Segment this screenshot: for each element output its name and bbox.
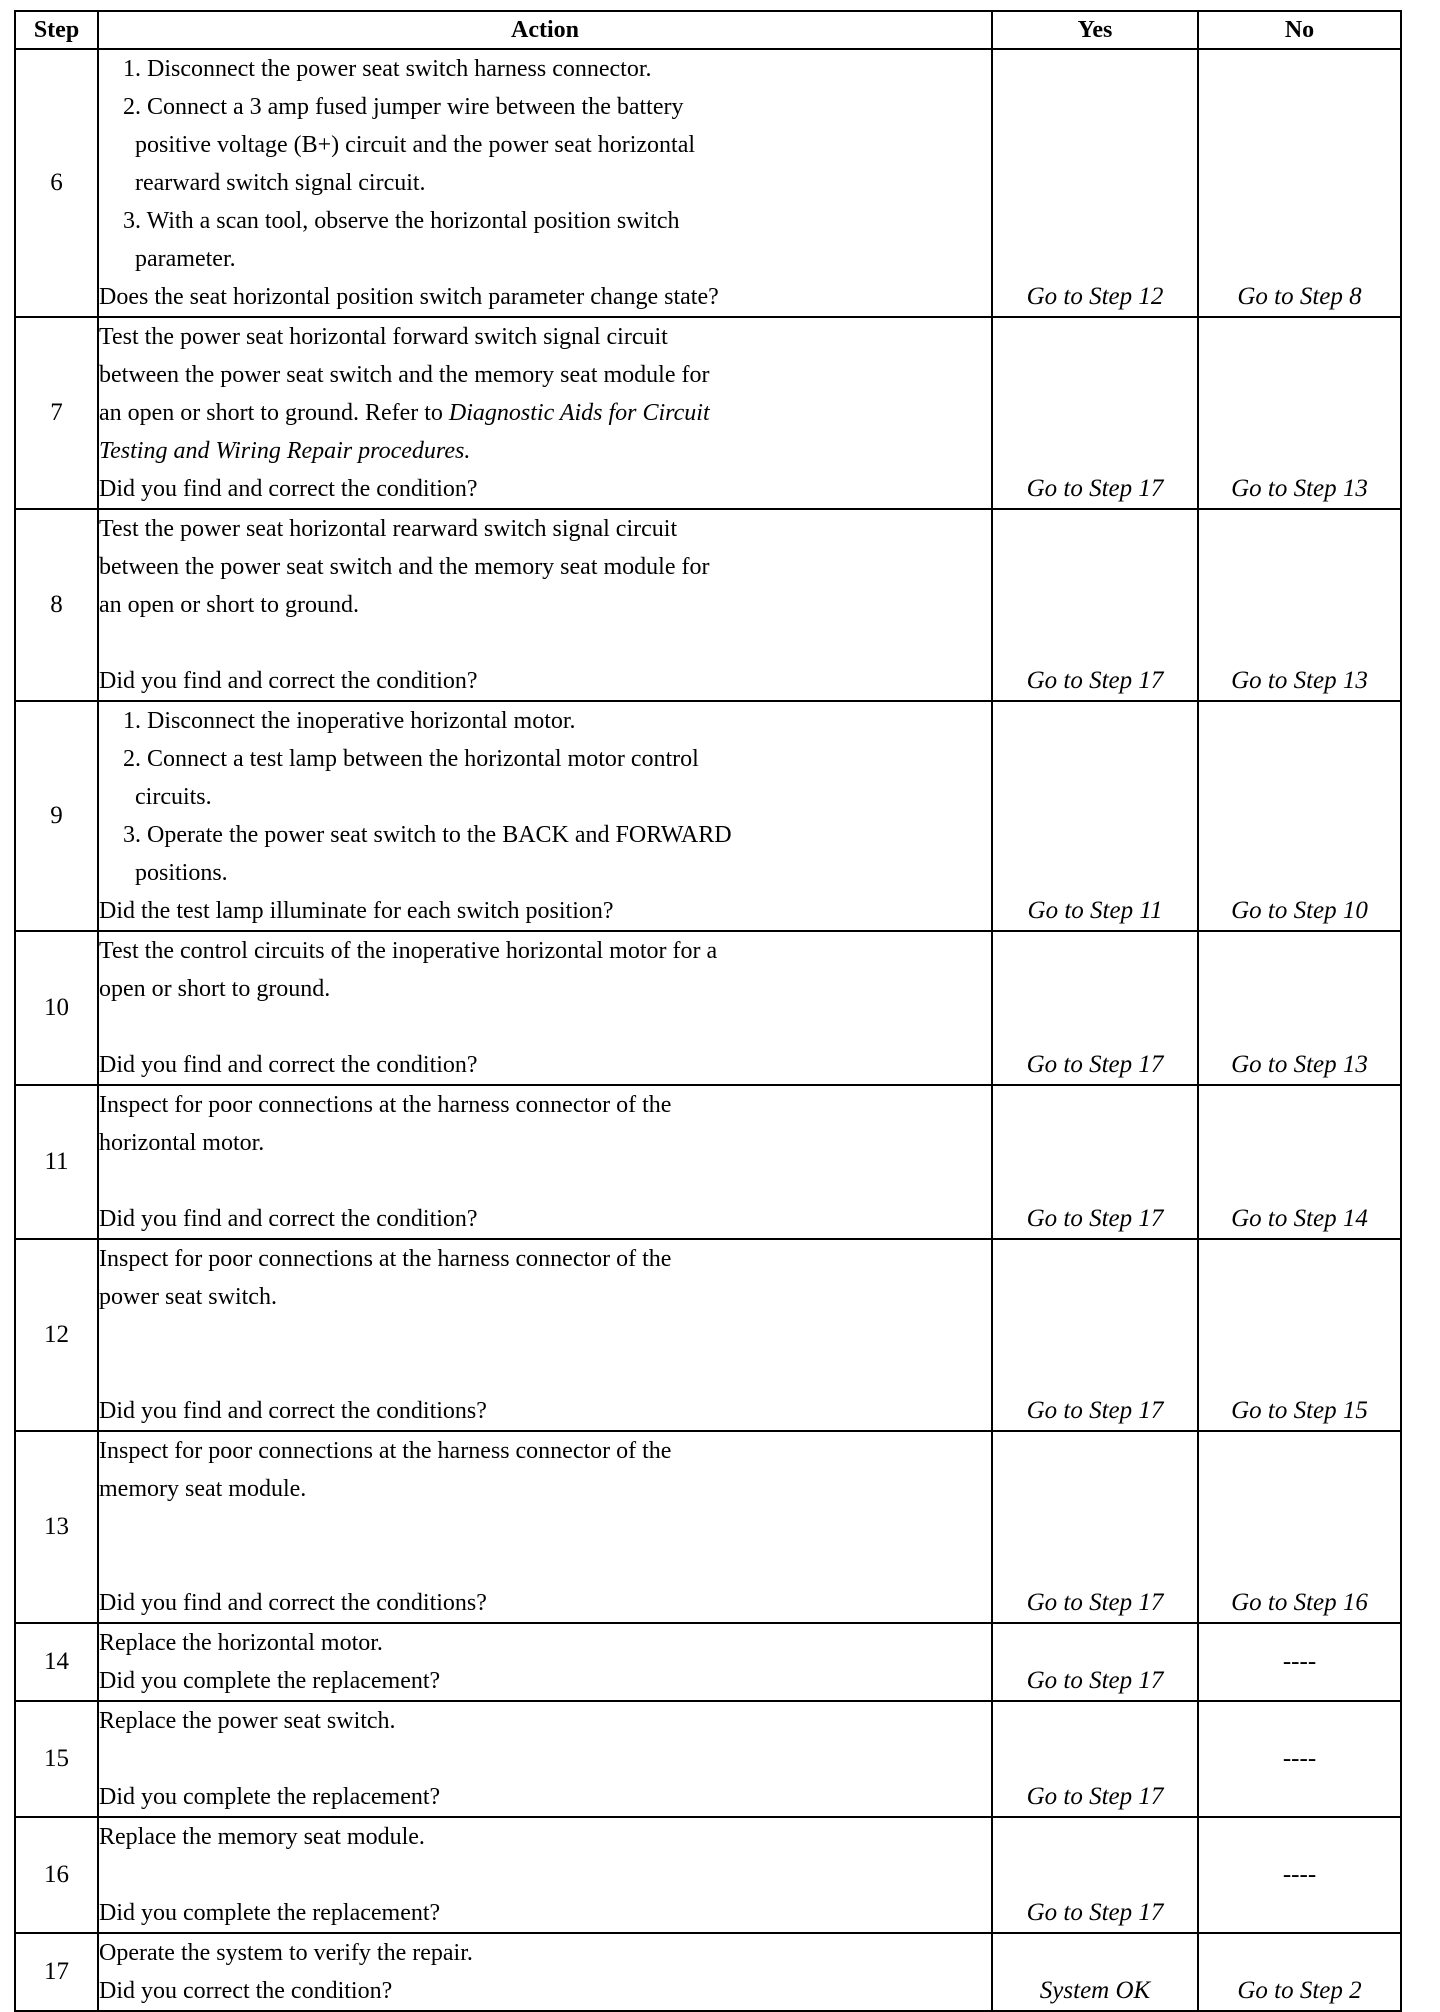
no-result: Go to Step 15 [1198,1239,1401,1431]
diagnostic-aids-reference: Diagnostic Aids for Circuit [448,400,710,426]
step-number: 12 [15,1239,98,1431]
spacer [99,1162,991,1200]
action-cell [98,1701,992,1817]
action-cell [98,1085,992,1239]
action-line: rearward switch signal circuit. [135,170,426,196]
no-result: Go to Step 8 [1198,49,1401,317]
table-row-step-14 [15,1623,1401,1701]
action-cell [98,701,992,931]
action-question: Does the seat horizontal position switch parameter change state? [99,284,719,310]
action-line: an open or short to ground. [99,592,359,618]
action-question: Did you find and correct the condition? [99,668,478,694]
table-row-step-17 [15,1933,1401,2011]
header-step: Step [15,11,98,49]
header-row [15,11,1401,49]
header-action: Action [98,11,992,49]
action-line: Inspect for poor connections at the harness connector of the [99,1092,672,1118]
step-number: 15 [15,1701,98,1817]
no-result: Go to Step 16 [1198,1431,1401,1623]
step-number: 8 [15,509,98,701]
no-result: Go to Step 13 [1198,317,1401,509]
action-cell [98,931,992,1085]
action-question: Did you find and correct the condition? [99,1206,478,1232]
spacer [99,1316,991,1354]
step-number: 14 [15,1623,98,1701]
yes-result: Go to Step 17 [992,1431,1198,1623]
action-line: Operate the system to verify the repair. [99,1940,473,1966]
action-line: memory seat module. [99,1476,307,1502]
no-result: ---- [1198,1701,1401,1817]
action-cell [98,49,992,317]
action-line: power seat switch. [99,1284,277,1310]
action-cell [98,1817,992,1933]
header-yes: Yes [992,11,1198,49]
action-line: parameter. [135,246,236,272]
yes-result: Go to Step 17 [992,1085,1198,1239]
action-line: horizontal motor. [99,1130,265,1156]
yes-result: Go to Step 11 [992,701,1198,931]
action-line: 3. Operate the power seat switch to the BACK and FORWARD [123,822,732,848]
yes-result: System OK [992,1933,1198,2011]
action-line: between the power seat switch and the memory seat module for [99,554,710,580]
action-cell [98,1239,992,1431]
yes-result: Go to Step 17 [992,1701,1198,1817]
step-number: 16 [15,1817,98,1933]
action-line [99,394,991,432]
action-line: 1. Disconnect the inoperative horizontal motor. [123,708,576,734]
action-line: Inspect for poor connections at the harness connector of the [99,1246,672,1272]
yes-result: Go to Step 12 [992,49,1198,317]
wiring-repair-reference: Testing and Wiring Repair procedures. [99,438,471,464]
no-result: ---- [1198,1623,1401,1701]
step-number: 10 [15,931,98,1085]
action-line: Test the power seat horizontal forward switch signal circuit [99,324,668,350]
spacer [99,1856,991,1894]
step-number: 11 [15,1085,98,1239]
action-question: Did the test lamp illuminate for each switch position? [99,898,614,924]
spacer [99,1740,991,1778]
yes-result: Go to Step 17 [992,1623,1198,1701]
yes-result: Go to Step 17 [992,931,1198,1085]
header-no: No [1198,11,1401,49]
action-cell [98,1933,992,2011]
action-text: an open or short to ground. Refer to [99,400,443,426]
no-result: Go to Step 13 [1198,931,1401,1085]
action-cell [98,317,992,509]
action-question: Did you find and correct the conditions? [99,1398,487,1424]
action-line: Test the control circuits of the inoperative horizontal motor for a [99,938,718,964]
action-question: Did you find and correct the condition? [99,1052,478,1078]
spacer [99,1008,991,1046]
table-row-step-7 [15,317,1401,509]
yes-result: Go to Step 17 [992,509,1198,701]
action-line: 2. Connect a 3 amp fused jumper wire between the battery [123,94,684,120]
spacer [99,624,991,662]
spacer [99,1546,991,1584]
no-result: ---- [1198,1817,1401,1933]
action-cell [98,1431,992,1623]
no-result: Go to Step 14 [1198,1085,1401,1239]
action-question: Did you correct the condition? [99,1978,393,2004]
action-line: open or short to ground. [99,976,331,1002]
action-line: Replace the power seat switch. [99,1708,396,1734]
step-number: 17 [15,1933,98,2011]
table-row-step-15 [15,1701,1401,1817]
no-result: Go to Step 10 [1198,701,1401,931]
table-row-step-13 [15,1431,1401,1623]
no-result: Go to Step 2 [1198,1933,1401,2011]
action-line: circuits. [135,784,212,810]
step-number: 7 [15,317,98,509]
action-line: 3. With a scan tool, observe the horizontal position switch [123,208,680,234]
spacer [99,1354,991,1392]
table-row-step-16 [15,1817,1401,1933]
yes-result: Go to Step 17 [992,1817,1198,1933]
action-cell [98,1623,992,1701]
step-number: 9 [15,701,98,931]
table-row-step-8 [15,509,1401,701]
action-line: Test the power seat horizontal rearward switch signal circuit [99,516,678,542]
action-question: Did you complete the replacement? [99,1668,441,1694]
table-row-step-10 [15,931,1401,1085]
yes-result: Go to Step 17 [992,317,1198,509]
diagnostic-table [14,10,1402,2012]
table-row-step-9 [15,701,1401,931]
table-row-step-12 [15,1239,1401,1431]
action-line: Replace the memory seat module. [99,1824,425,1850]
action-question: Did you complete the replacement? [99,1900,441,1926]
action-line: between the power seat switch and the memory seat module for [99,362,710,388]
action-line: positive voltage (B+) circuit and the power seat horizontal [135,132,696,158]
action-line: Inspect for poor connections at the harness connector of the [99,1438,672,1464]
action-line: 1. Disconnect the power seat switch harness connector. [123,56,652,82]
yes-result: Go to Step 17 [992,1239,1198,1431]
table-row-step-6 [15,49,1401,317]
step-number: 13 [15,1431,98,1623]
action-line: Replace the horizontal motor. [99,1630,383,1656]
action-line: positions. [135,860,228,886]
table-row-step-11 [15,1085,1401,1239]
action-question: Did you find and correct the condition? [99,476,478,502]
action-question: Did you complete the replacement? [99,1784,441,1810]
action-line: 2. Connect a test lamp between the horizontal motor control [123,746,699,772]
step-number: 6 [15,49,98,317]
action-cell [98,509,992,701]
no-result: Go to Step 13 [1198,509,1401,701]
spacer [99,1508,991,1546]
action-question: Did you find and correct the conditions? [99,1590,487,1616]
